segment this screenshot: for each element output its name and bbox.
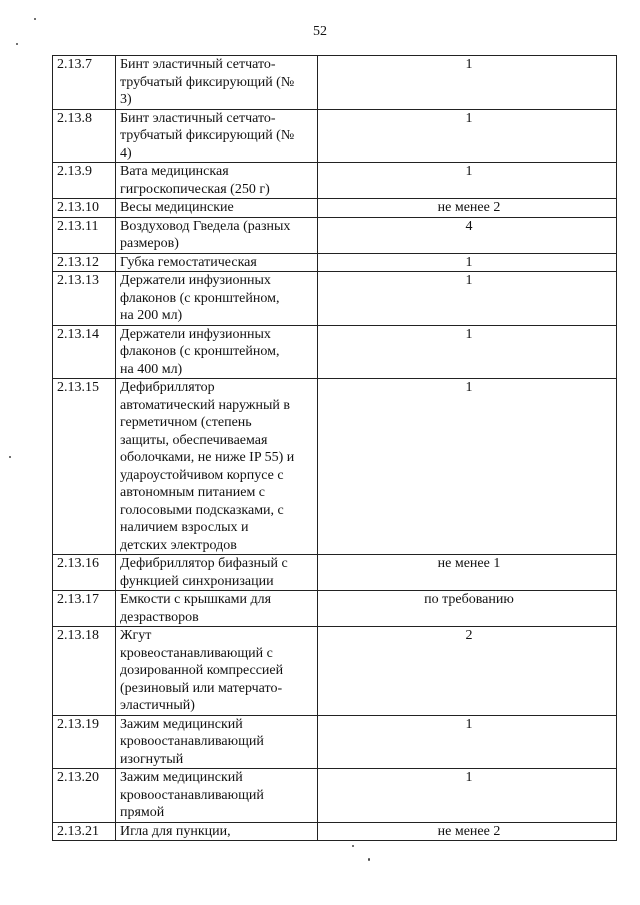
item-quantity-cell: 1 [318, 253, 617, 272]
item-name-cell: Емкости с крышками для дезрастворов [116, 591, 318, 627]
item-code-cell: 2.13.21 [53, 822, 116, 841]
item-quantity-cell: не менее 2 [318, 822, 617, 841]
item-code-cell: 2.13.15 [53, 379, 116, 555]
item-quantity-cell: 1 [318, 56, 617, 110]
item-name-cell: Весы медицинские [116, 199, 318, 218]
item-code-cell: 2.13.18 [53, 627, 116, 716]
item-quantity-cell: 1 [318, 109, 617, 163]
item-code-cell: 2.13.13 [53, 272, 116, 326]
item-name-cell: Зажим медицинский кровоостанавливающий изогнутый [116, 715, 318, 769]
item-quantity-cell: 4 [318, 217, 617, 253]
item-name-cell: Жгут кровеостанавливающий с дозированной компрессией (резиновый или матерчато- эластичный) [116, 627, 318, 716]
table-row [53, 217, 617, 253]
item-name-cell: Держатели инфузионных флаконов (с кронштейном, на 200 мл) [116, 272, 318, 326]
item-name-cell: Воздуховод Гведела (разных размеров) [116, 217, 318, 253]
item-name-cell: Игла для пункции, [116, 822, 318, 841]
item-name-cell: Губка гемостатическая [116, 253, 318, 272]
item-quantity-cell: 1 [318, 715, 617, 769]
table-row [53, 555, 617, 591]
item-code-cell: 2.13.17 [53, 591, 116, 627]
item-code-cell: 2.13.10 [53, 199, 116, 218]
item-name-cell: Держатели инфузионных флаконов (с кронштейном, на 400 мл) [116, 325, 318, 379]
item-quantity-cell: 1 [318, 272, 617, 326]
table-row [53, 163, 617, 199]
item-code-cell: 2.13.11 [53, 217, 116, 253]
item-quantity-cell: не менее 1 [318, 555, 617, 591]
page-number: 52 [313, 24, 327, 39]
table-row [53, 715, 617, 769]
speck-mark [34, 18, 36, 20]
table-row [53, 325, 617, 379]
table-row [53, 591, 617, 627]
item-name-cell: Бинт эластичный сетчато- трубчатый фиксирующий (№ 3) [116, 56, 318, 110]
item-code-cell: 2.13.9 [53, 163, 116, 199]
item-name-cell: Зажим медицинский кровоостанавливающий прямой [116, 769, 318, 823]
item-quantity-cell: по требованию [318, 591, 617, 627]
table-row [53, 769, 617, 823]
speck-mark [16, 43, 18, 45]
item-quantity-cell: не менее 2 [318, 199, 617, 218]
item-quantity-cell: 2 [318, 627, 617, 716]
item-code-cell: 2.13.16 [53, 555, 116, 591]
table-row [53, 822, 617, 841]
item-code-cell: 2.13.19 [53, 715, 116, 769]
speck-mark [368, 858, 370, 861]
speck-mark [352, 845, 354, 847]
table-row [53, 627, 617, 716]
table-row [53, 253, 617, 272]
item-quantity-cell: 1 [318, 379, 617, 555]
table-row [53, 272, 617, 326]
item-name-cell: Дефибриллятор автоматический наружный в герметичном (степень защиты, обеспечиваемая оболочками, не ниже IP 55) и удароустойчивом корпусе с автономным питанием с голосовыми подсказками, с наличием взрослых и детских электродов [116, 379, 318, 555]
item-name-cell: Бинт эластичный сетчато- трубчатый фиксирующий (№ 4) [116, 109, 318, 163]
table-row [53, 109, 617, 163]
item-code-cell: 2.13.7 [53, 56, 116, 110]
item-code-cell: 2.13.20 [53, 769, 116, 823]
item-code-cell: 2.13.8 [53, 109, 116, 163]
equipment-table [52, 55, 617, 841]
item-code-cell: 2.13.14 [53, 325, 116, 379]
item-quantity-cell: 1 [318, 325, 617, 379]
table-row [53, 379, 617, 555]
item-quantity-cell: 1 [318, 163, 617, 199]
table-row [53, 56, 617, 110]
item-name-cell: Дефибриллятор бифазный с функцией синхронизации [116, 555, 318, 591]
item-quantity-cell: 1 [318, 769, 617, 823]
table-row [53, 199, 617, 218]
item-name-cell: Вата медицинская гигроскопическая (250 г) [116, 163, 318, 199]
item-code-cell: 2.13.12 [53, 253, 116, 272]
speck-mark [9, 456, 11, 458]
